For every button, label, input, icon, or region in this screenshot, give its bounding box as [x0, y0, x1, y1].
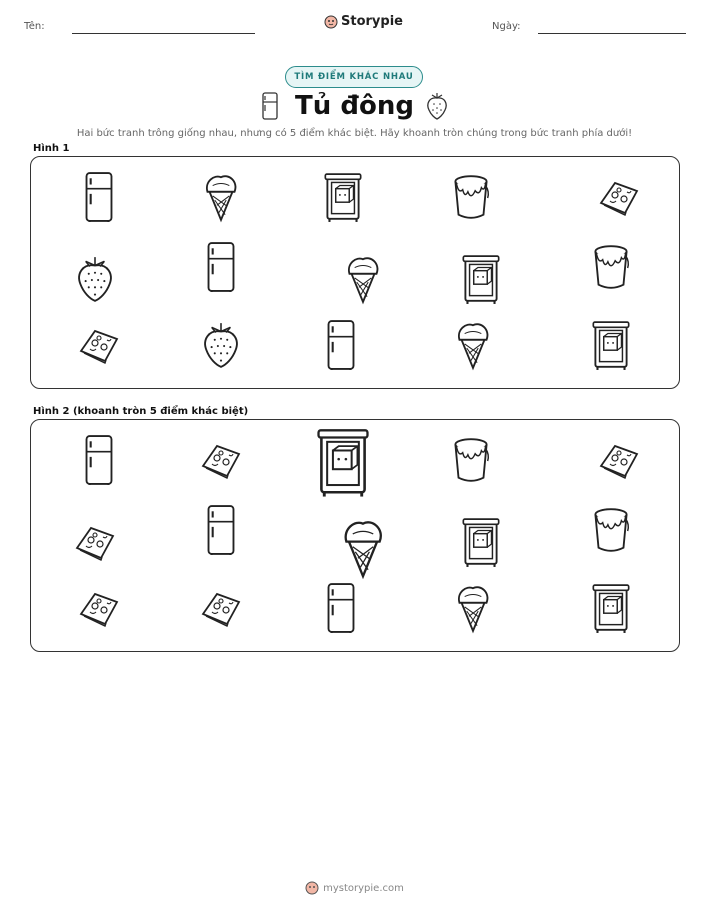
- freezer-icon: [589, 319, 633, 371]
- storypie-mascot-icon: [305, 881, 319, 895]
- strawberry-icon: [73, 253, 117, 305]
- fridge-icon[interactable]: [199, 504, 243, 556]
- honey-pot-icon: [589, 241, 633, 293]
- name-label: Tên:: [24, 21, 45, 32]
- picture-1-label: Hình 1: [33, 143, 70, 154]
- cracker-icon[interactable]: [597, 434, 641, 486]
- freezer-icon[interactable]: [589, 582, 633, 634]
- instructions: Hai bức tranh trông giống nhau, nhưng có 5 điểm khác biệt. Hãy khoanh tròn chúng trong bức tranh phía dưới!: [76, 128, 633, 139]
- storypie-mascot-icon: [324, 15, 338, 29]
- honey-pot-icon[interactable]: [589, 504, 633, 556]
- freezer-icon: [459, 253, 503, 305]
- freezer-icon: [321, 171, 365, 223]
- footer: [0, 881, 709, 895]
- freezer-icon[interactable]: [459, 516, 503, 568]
- fridge-icon: [77, 171, 121, 223]
- picture-2-panel[interactable]: [30, 419, 680, 652]
- page-title: Tủ đông: [295, 91, 414, 121]
- picture-2-label: Hình 2 (khoanh tròn 5 điểm khác biệt): [33, 406, 249, 417]
- cracker-icon[interactable]: [199, 582, 243, 634]
- ice-cream-icon: [451, 319, 495, 371]
- cracker-icon[interactable]: [73, 516, 117, 568]
- ice-cream-icon: [199, 171, 243, 223]
- title-fridge-icon: [261, 92, 279, 120]
- honey-pot-icon: [449, 171, 493, 223]
- strawberry-icon: [199, 319, 243, 371]
- freezer-icon[interactable]: [313, 426, 373, 498]
- brand-name: Storypie: [341, 14, 403, 29]
- picture-1-panel: [30, 156, 680, 389]
- date-line: [538, 33, 686, 34]
- ice-cream-icon[interactable]: [451, 582, 495, 634]
- fridge-icon[interactable]: [319, 582, 363, 634]
- brand-logo: [324, 14, 403, 29]
- cracker-icon: [597, 171, 641, 223]
- footer-site: mystorypie.com: [323, 882, 404, 894]
- cracker-icon[interactable]: [199, 434, 243, 486]
- activity-tag: TÌM ĐIỂM KHÁC NHAU: [285, 66, 423, 88]
- date-label: Ngày:: [492, 21, 521, 32]
- name-line: [72, 33, 255, 34]
- cracker-icon[interactable]: [77, 582, 121, 634]
- ice-cream-icon[interactable]: [337, 516, 389, 580]
- ice-cream-icon: [341, 253, 385, 305]
- fridge-icon: [199, 241, 243, 293]
- fridge-icon: [319, 319, 363, 371]
- title-strawberry-icon: [425, 92, 449, 120]
- fridge-icon[interactable]: [77, 434, 121, 486]
- honey-pot-icon[interactable]: [449, 434, 493, 486]
- cracker-icon: [77, 319, 121, 371]
